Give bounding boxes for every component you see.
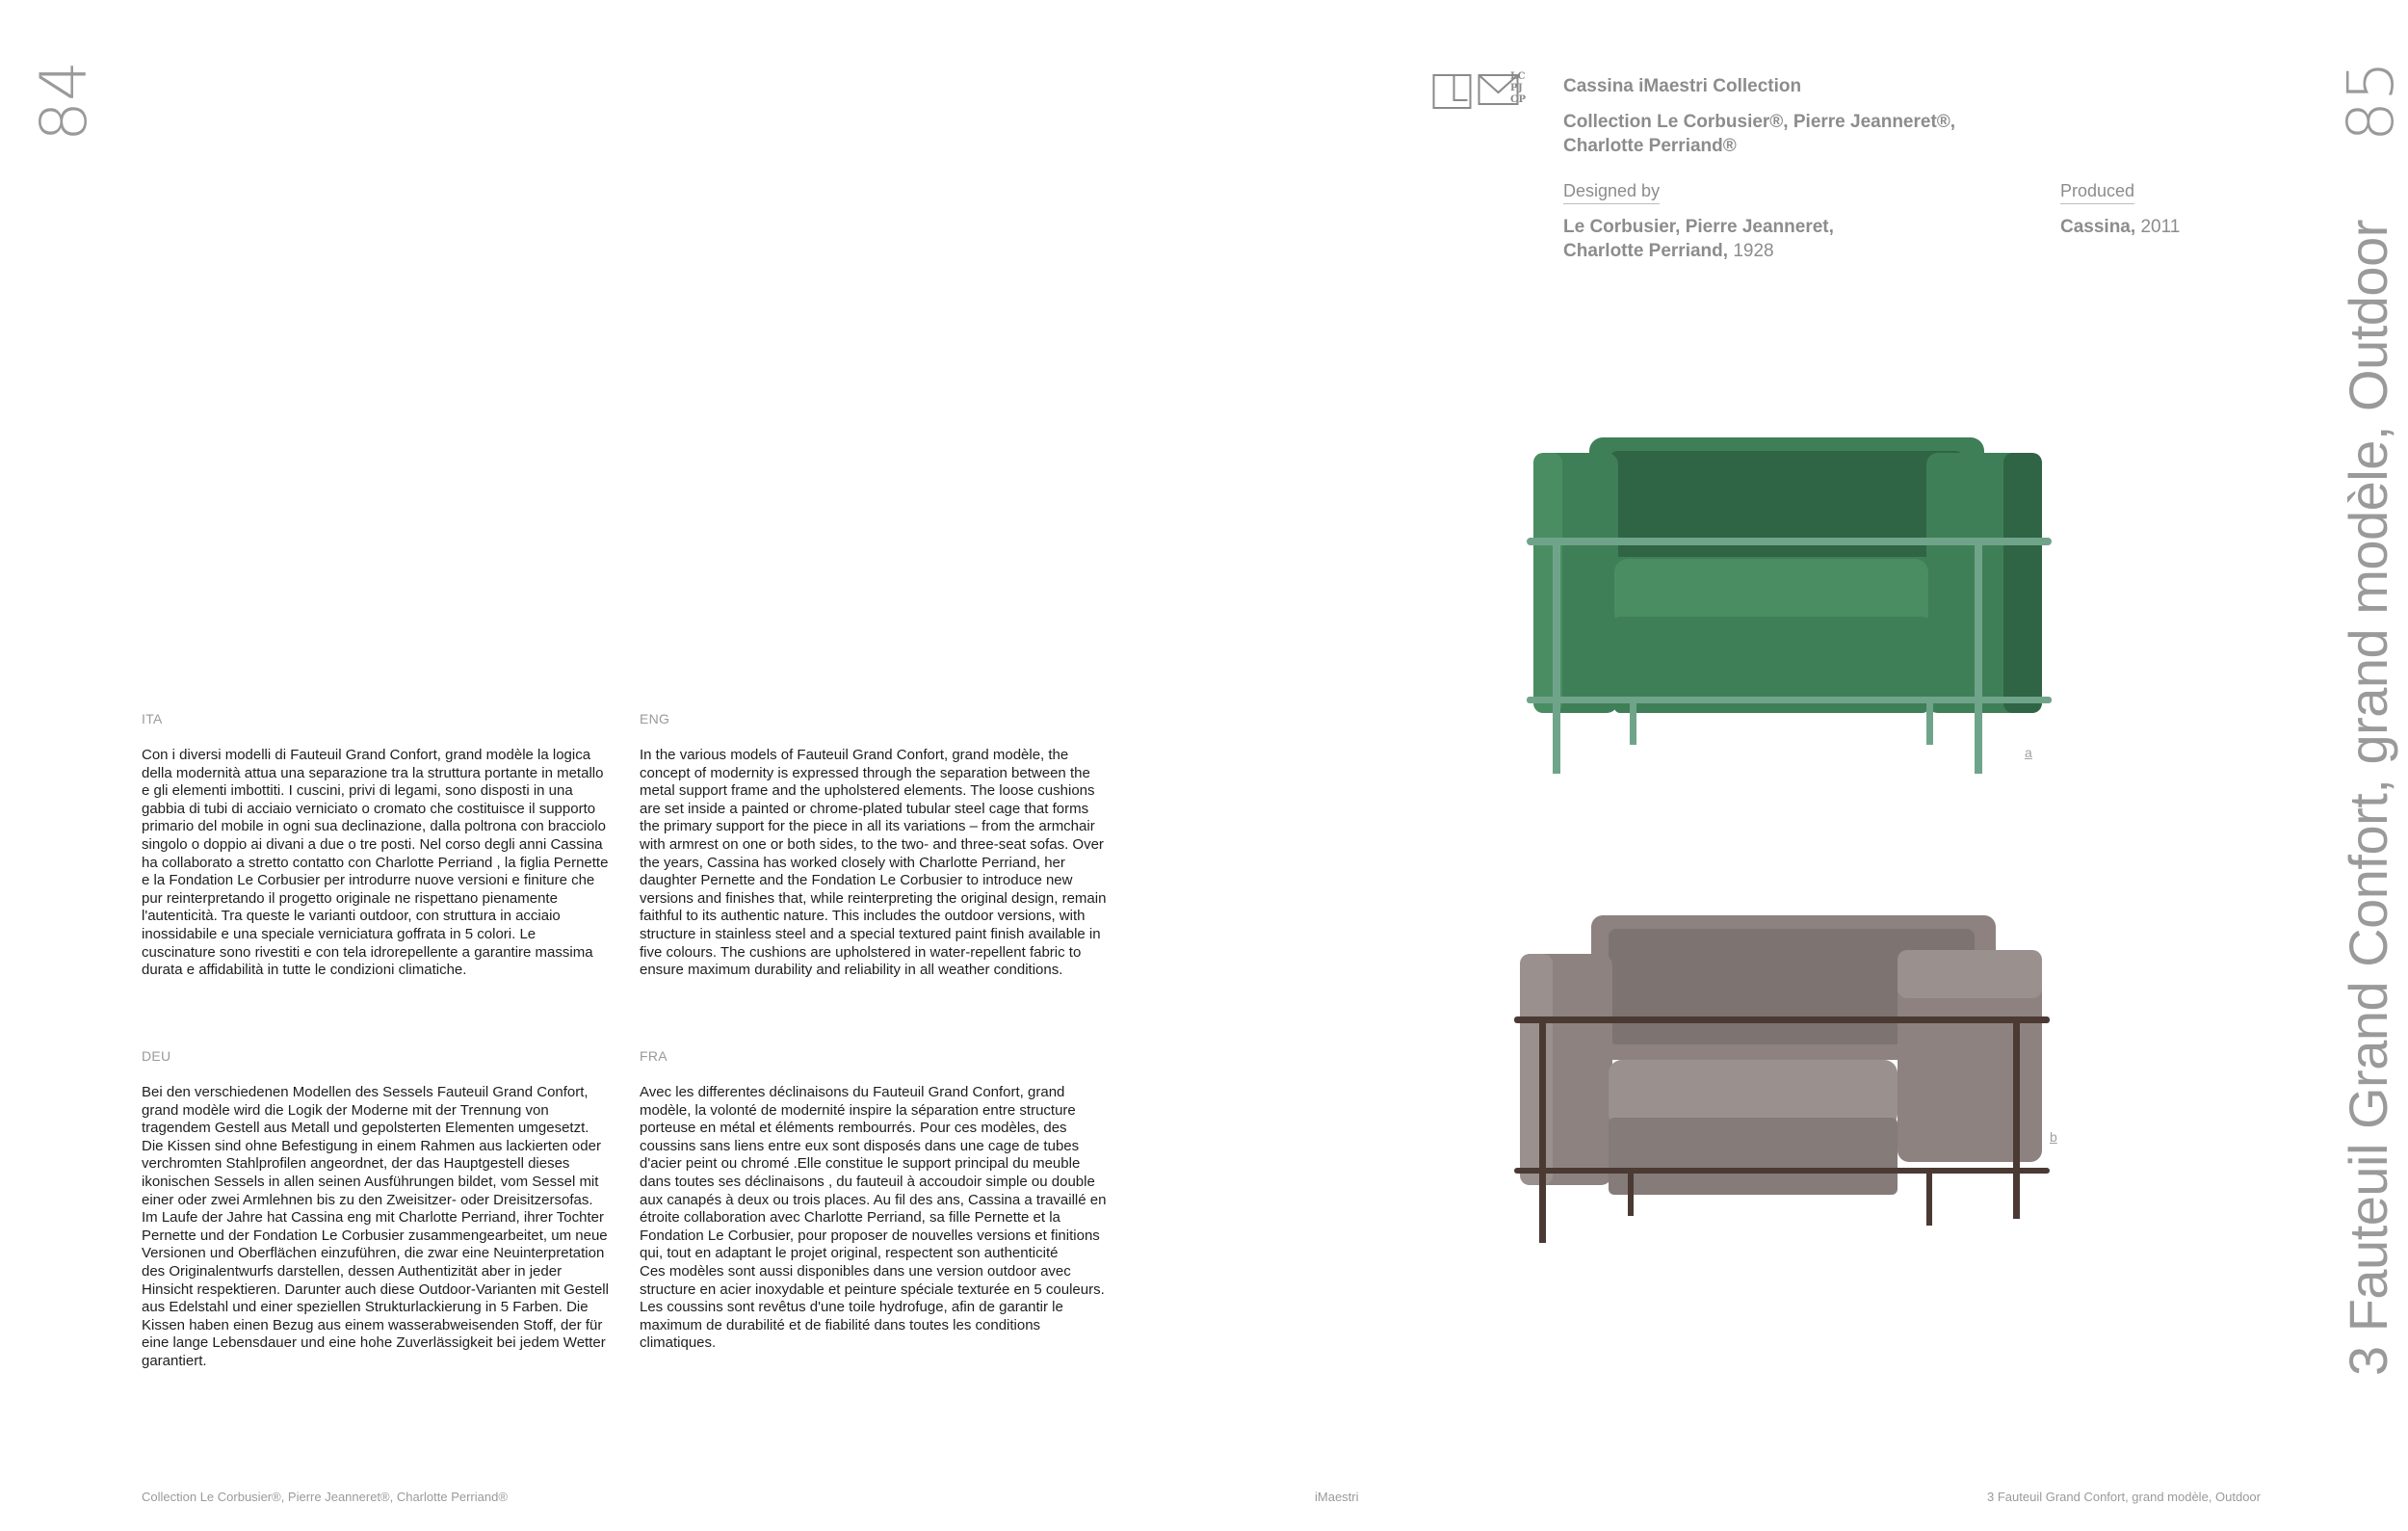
armchair-photo-grey xyxy=(1512,915,2061,1253)
logo-lettering: LC PJ CP xyxy=(1510,71,1527,105)
footer-center: iMaestri xyxy=(1315,1490,1359,1504)
designed-by-value: Le Corbusier, Pierre Jeanneret, Charlotte Perriand, 1928 xyxy=(1563,217,1834,261)
produced-label: Produced xyxy=(2060,181,2134,204)
page-number-left: 84 xyxy=(26,61,101,142)
series-title: Cassina iMaestri Collection xyxy=(1563,76,1802,96)
eng-body: In the various models of Fauteuil Grand Confort, grand modèle, the concept of modernity is expressed through the separation between the metal support frame and the upholstered elements. The loose cushions are set inside a painted or chrome-plated tubular steel cage that forms the primary support for the piece in all its variations – from the armchair with armrest on one or both sides, to the two- and three-seat sofas. Over the years, Cassina has worked closely with Charlotte Perriand, her daughter Pernette and the Fondation Le Corbusier to introduce new versions and finishes that, while reinterpreting the original design, remain faithful to its authentic nature. This includes the outdoor versions, with structure in stainless steel and a special textured paint finish available in five colours. The cushions are upholstered in water-repellent fabric to ensure maximum durability and reliability in all weather conditions. xyxy=(640,747,1107,979)
eng-label: ENG xyxy=(640,711,670,726)
page-number-right: 85 xyxy=(2333,61,2408,142)
produced-value: Cassina, 2011 xyxy=(2060,217,2181,237)
collection-title: Collection Le Corbusier®, Pierre Jeanneret®, Charlotte Perriand® xyxy=(1563,112,1956,156)
photo-caption-b: b xyxy=(2050,1129,2057,1145)
ita-body: Con i diversi modelli di Fauteuil Grand Confort, grand modèle la logica della modernità attua una separazione tra la struttura portante in metallo e gli elementi imbottiti. I cuscini, privi di legami, sono disposti in una gabbia di tubi di acciaio verniciato o cromato che costituisce il supporto primario del mobile in ogni sua declinazione, dalla poltrona con bracciolo singolo o doppio ai divani a due o tre posti. Nel corso degli anni Cassina ha collaborato a stretto contatto con Charlotte Perriand , la figlia Pernette e la Fondation Le Corbusier per introdurre nuove versioni e finiture che pur reinterpretando il progetto originale ne rispettano pienamente l'autenticità. Tra queste le varianti outdoor, con struttura in acciaio inossidabile e una speciale verniciatura goffrata in 5 colori. Le cuscinature sono rivestiti e con tela idrorepellente a garantire massima durata e affidabilità in tutte le condizioni climatiche. xyxy=(142,747,609,979)
fra-body: Avec les differentes déclinaisons du Fauteuil Grand Confort, grand modèle, la volonté de modernité inspire la séparation entre structure porteuse en métal et éléments rembourrés. Pour ces modèles, des coussins sans liens entre eux sont disposés dans une cage de tubes d'acier peint ou chromé .Elle constitue le support principal du meuble dans toutes ses déclinaisons , du fauteuil à accoudoir simple ou double aux canapés à deux ou trois places. Au fil des ans, Cassina a travaillé en étroite collaboration avec Charlotte Perriand, sa fille Pernette et la Fondation Le Corbusier, pour proposer de nouvelles versions et finitions qui, tout en adaptant le projet original, respectent son authenticité Ces modèles sont aussi disponibles dans une version outdoor avec structure en acier inoxydable et peinture spéciale texturée en 5 couleurs. Les coussins sont revêtus d'une toile hydrofuge, afin de garantir le maximum de durabilité et de fiabilité dans toutes les conditions climatiques. xyxy=(640,1084,1107,1352)
designed-by-label: Designed by xyxy=(1563,181,1660,204)
fra-label: FRA xyxy=(640,1048,667,1064)
deu-label: DEU xyxy=(142,1048,171,1064)
footer-left: Collection Le Corbusier®, Pierre Jeanneret®, Charlotte Perriand® xyxy=(142,1490,508,1504)
footer-right: 3 Fauteuil Grand Confort, grand modèle, Outdoor xyxy=(1987,1490,2261,1504)
armchair-photo-green xyxy=(1522,424,2061,790)
ita-label: ITA xyxy=(142,711,163,726)
photo-caption-a: a xyxy=(2025,745,2032,760)
deu-body: Bei den verschiedenen Modellen des Sessels Fauteuil Grand Confort, grand modèle wird die Logik der Moderne mit der Trennung von tragendem Gestell aus Metall und gepolsterten Elementen umgesetzt. Die Kissen sind ohne Befestigung in einem Rahmen aus lackierten oder verchromten Stahlprofilen angeordnet, der das Hauptgestell dieses ikonischen Sessels in allen seinen Ausführungen bildet, vom Sessel mit einer oder zwei Armlehnen bis zu den Zweisitzer- oder Dreisitzersofas. Im Laufe der Jahre hat Cassina eng mit Charlotte Perriand, ihrer Tochter Pernette und der Fondation Le Corbusier zusammengearbeitet, um neue Versionen und Oberflächen einzuführen, die zwar eine Neuinterpretation des Originalentwurfs darstellen, dessen Authentizität aber in jeder Hinsicht respektieren. Darunter auch diese Outdoor-Varianten mit Gestell aus Edelstahl und einer speziellen Strukturlackierung in 5 Farben. Die Kissen haben einen Bezug aus einem wasserabweisenden Stoff, der für eine lange Lebensdauer und eine hohe Zuverlässigkeit bei jedem Wetter garantiert. xyxy=(142,1084,609,1369)
vertical-product-title: 3 Fauteuil Grand Confort, grand modèle, Outdoor xyxy=(2338,220,2398,1376)
